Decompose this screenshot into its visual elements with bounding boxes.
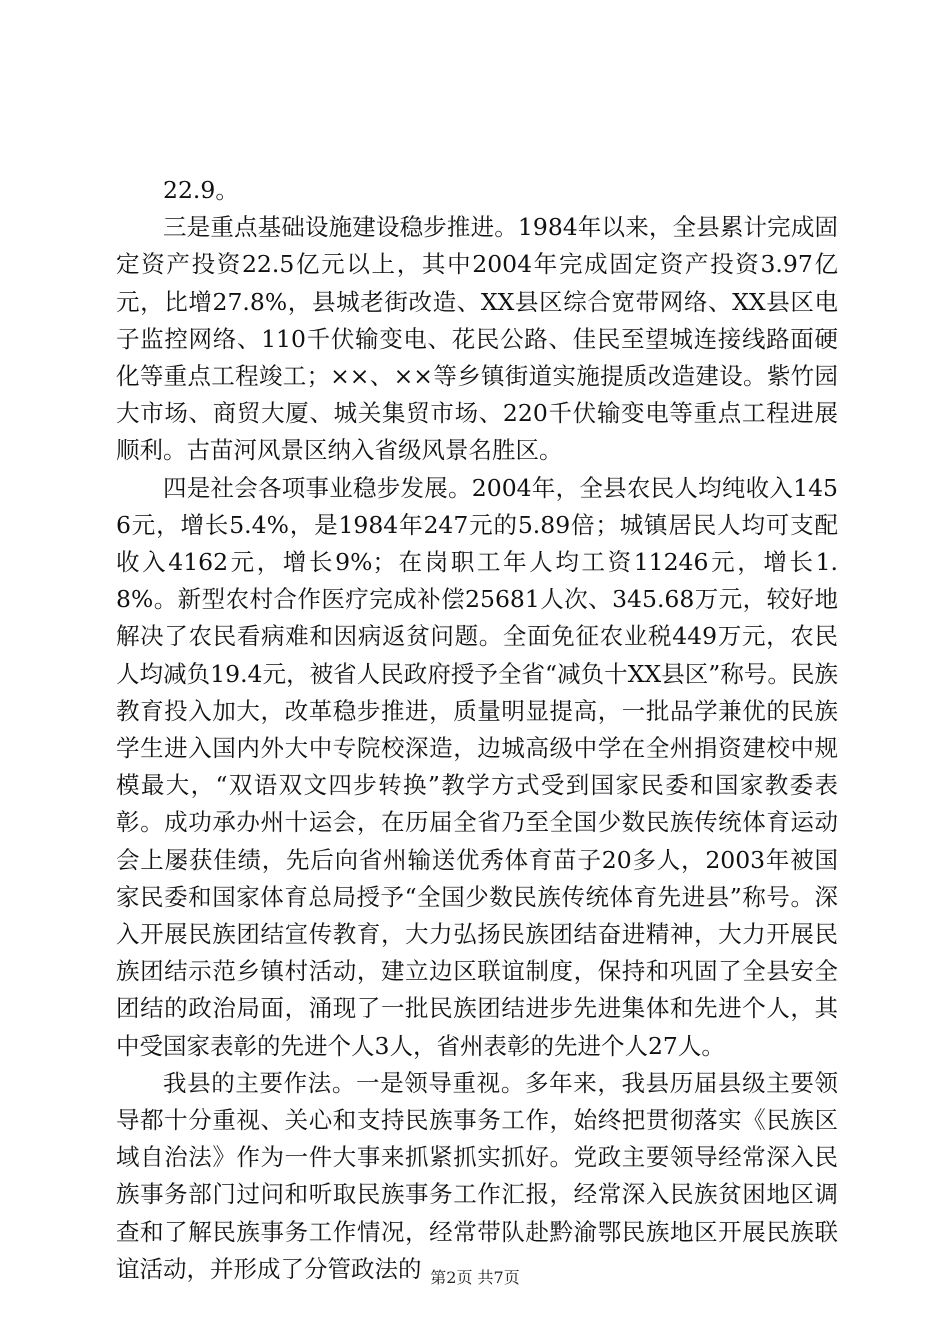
paragraph-social-development: 四是社会各项事业稳步发展。2004年，全县农民人均纯收入1456元，增长5.4%，是1984年247元的5.89倍；城镇居民人均可支配收入4162元，增长9%；在岗职工年人均工资11246元，增长1.8%。新型农村合作医疗完成补偿25681人次、345.68万元，较好地解决了农民看病难和因病返贫问题。全面免征农业税449万元，农民人均减负19.4元，被省人民政府授予全省“减负十XX县区”称号。民族教育投入加大，改革稳步推进，质量明显提高，一批品学兼优的民族学生进入国内外大中专院校深造，边城高级中学在全州捐资建校中规模最大，“双语双文四步转换”教学方式受到国家民委和国家教委表彰。成功承办州十运会，在历届全省乃至全国少数民族传统体育运动会上屡获佳绩，先后向省州输送优秀体育苗子20多人，2003年被国家民委和国家体育总局授予“全国少数民族传统体育先进县”称号。深入开展民族团结宣传教育，大力弘扬民族团结奋进精神，大力开展民族团结示范乡镇村活动，建立边区联谊制度，保持和巩固了全县安全团结的政治局面，涌现了一批民族团结进步先进集体和先进个人，其中受国家表彰的先进个人3人，省州表彰的先进个人27人。 bbox=[116, 473, 838, 1060]
paragraph-main-practices: 我县的主要作法。一是领导重视。多年来，我县历届县级主要领导都十分重视、关心和支持民族事务工作，始终把贯彻落实《民族区域自治法》作为一件大事来抓紧抓实抓好。党政主要领导经常深入民族事务部门过问和听取民族事务工作汇报，经常深入民族贫困地区调查和了解民族事务工作情况，经常带队赴黔渝鄂民族地区开展民族联谊活动，并形成了分管政法的 bbox=[116, 1068, 838, 1283]
paragraph-continuation: 22.9。 bbox=[163, 176, 239, 204]
paragraph-infrastructure: 三是重点基础设施建设稳步推进。1984年以来，全县累计完成固定资产投资22.5亿元以上，其中2004年完成固定资产投资3.97亿元，比增27.8%，县城老街改造、XX县区综合宽带网络、XX县区电子监控网络、110千伏输变电、花民公路、佳民至望城连接线路面硬化等重点工程竣工；××、××等乡镇街道实施提质改造建设。紫竹园大市场、商贸大厦、城关集贸市场、220千伏输变电等重点工程进展顺利。古苗河风景区纳入省级风景名胜区。 bbox=[116, 213, 838, 465]
document-body bbox=[116, 172, 838, 1288]
page-number-footer: 第2页 共7页 bbox=[430, 1268, 520, 1287]
